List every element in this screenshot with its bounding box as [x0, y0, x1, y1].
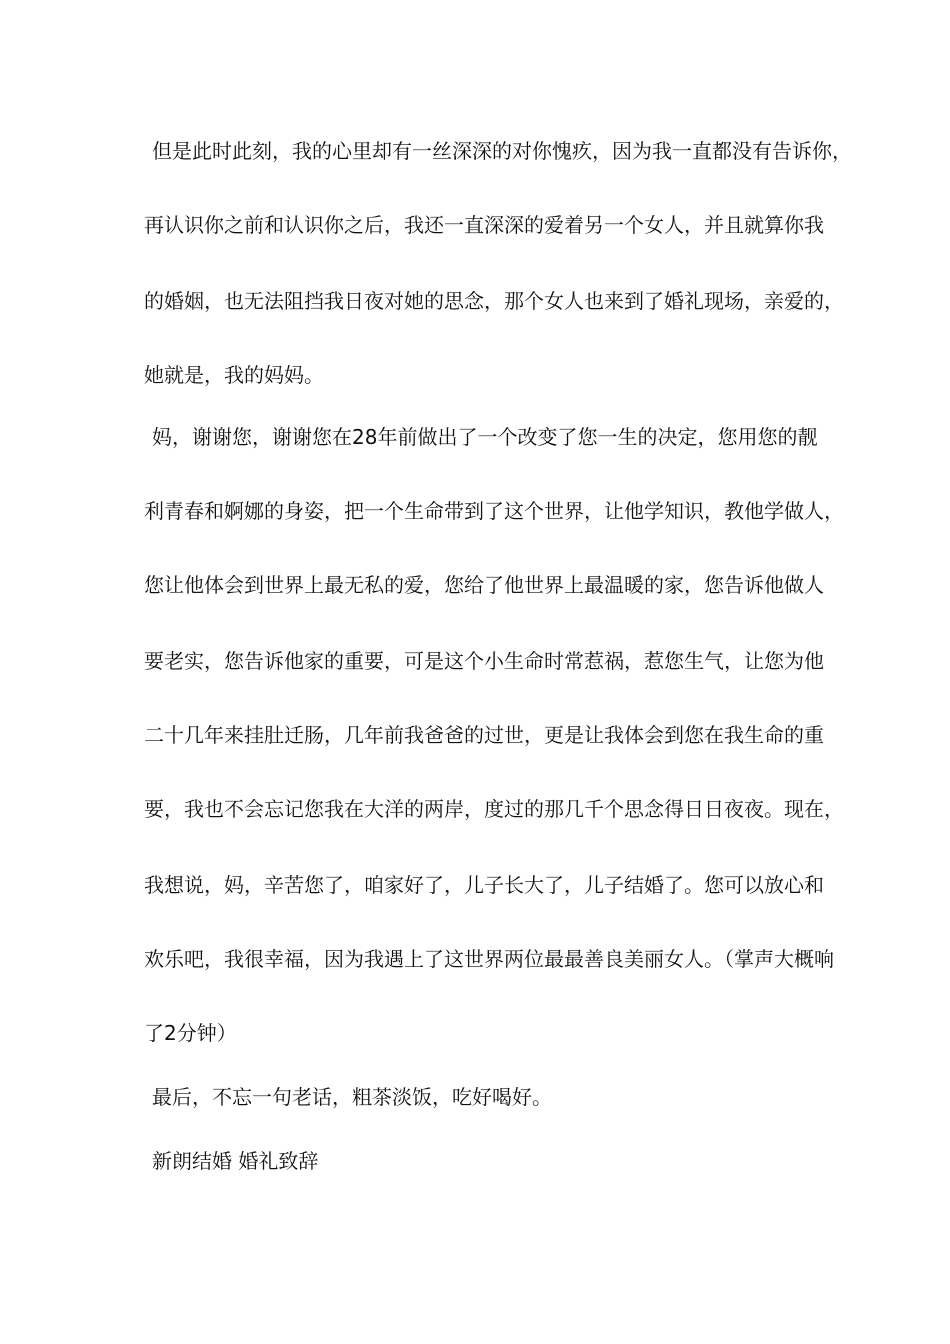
paragraph-closing: 最后，不忘一句老话，粗茶淡饭，吃好喝好。: [152, 1085, 552, 1109]
text-line: 您让他体会到世界上最无私的爱，您给了他世界上最温暖的家，您告诉他做人: [144, 573, 824, 597]
text-line: 的婚姻，也无法阻挡我日夜对她的思念，那个女人也来到了婚礼现场，亲爱的，: [144, 289, 844, 313]
text-line: 但是此时此刻，我的心里却有一丝深深的对你愧疚，因为我一直都没有告诉你，: [152, 139, 852, 163]
text-line: 我想说，妈，辛苦您了，咱家好了，儿子长大了，儿子结婚了。您可以放心和: [144, 873, 824, 897]
text-line: 要，我也不会忘记您我在大洋的两岸，度过的那几千个思念得日日夜夜。现在，: [144, 797, 844, 821]
text-line: 欢乐吧，我很幸福，因为我遇上了这世界两位最最善良美丽女人。（掌声大概响: [144, 947, 834, 971]
text-line: 二十几年来挂肚迁肠，几年前我爸爸的过世，更是让我体会到您在我生命的重: [144, 723, 824, 747]
document-footer-title: 新朗结婚 婚礼致辞: [152, 1149, 319, 1173]
text-line: 妈，谢谢您，谢谢您在28年前做出了一个改变了您一生的决定，您用您的靓: [152, 425, 818, 449]
text-line: 她就是，我的妈妈。: [144, 363, 324, 387]
text-line: 利青春和婀娜的身姿，把一个生命带到了这个世界，让他学知识，教他学做人，: [144, 499, 844, 523]
text-line: 再认识你之前和认识你之后，我还一直深深的爱着另一个女人，并且就算你我: [144, 213, 824, 237]
text-line: 要老实，您告诉他家的重要，可是这个小生命时常惹祸，惹您生气，让您为他: [144, 649, 824, 673]
text-line: 了2分钟）: [144, 1021, 237, 1045]
